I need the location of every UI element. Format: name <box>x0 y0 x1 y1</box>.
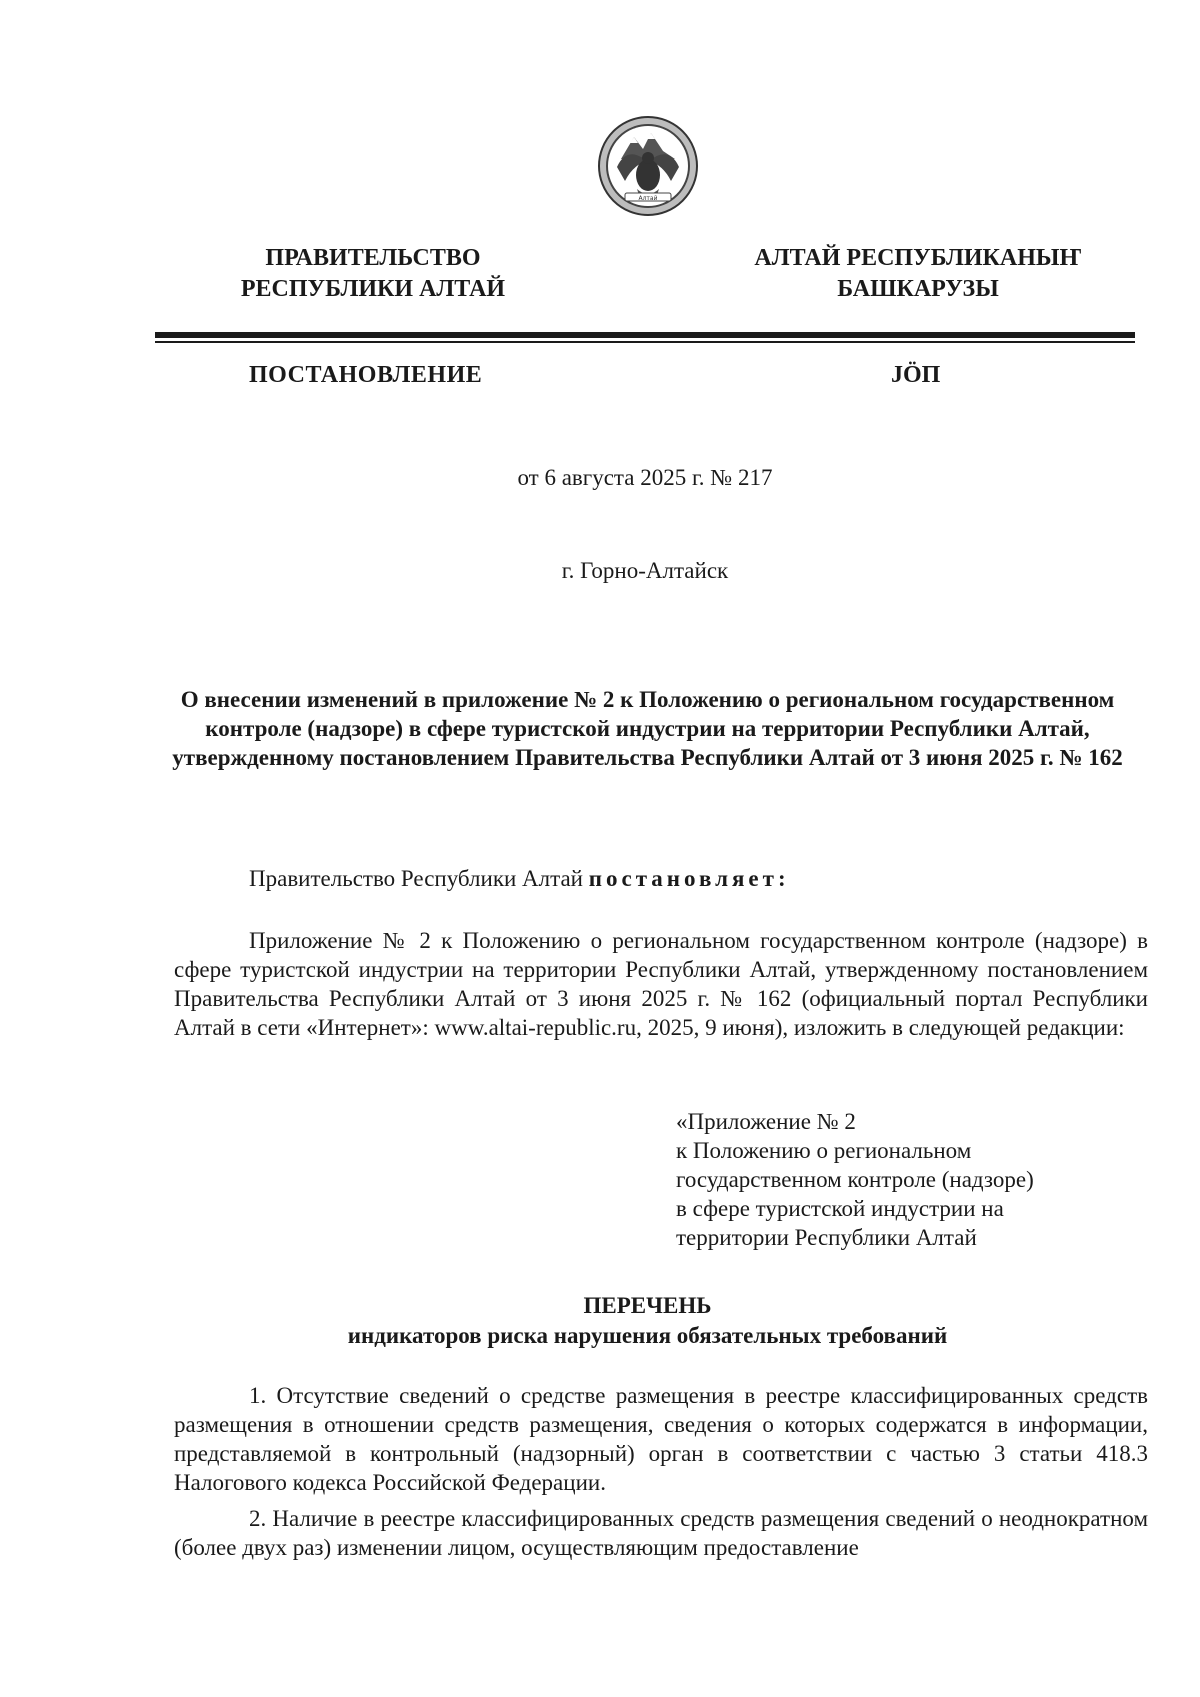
coat-of-arms-emblem <box>597 115 699 217</box>
list-item: 1. Отсутствие сведений о средстве размещения в реестре классифицированных средств размещения в отношении средств размещения, сведения о которых содержатся в информации, представляемой в контрольный (надзорный) орган в соответствии с частью 3 статьи 418.3 Налогового кодекса Российской Федерации. <box>174 1383 1148 1495</box>
appendix-reference-block <box>676 1107 1136 1252</box>
org-ru-line-2: РЕСПУБЛИКИ АЛТАЙ <box>240 276 506 302</box>
document-type-altai: JӦП <box>891 362 941 388</box>
appendix-note-line: государственном контроле (надзоре) <box>676 1167 1034 1192</box>
list-heading: ПЕРЕЧЕНЬ <box>583 1293 712 1318</box>
government-name-altai <box>728 243 1108 305</box>
document-type-russian: ПОСТАНОВЛЕНИЕ <box>249 362 483 388</box>
government-name-russian <box>183 243 563 305</box>
decree-line <box>249 866 790 892</box>
decree-verb: постановляет: <box>588 866 790 891</box>
appendix-note-line: территории Республики Алтай <box>676 1225 977 1250</box>
document-date-number: от 6 августа 2025 г. № 217 <box>517 465 773 490</box>
appendix-note-line: «Приложение № 2 <box>676 1109 856 1134</box>
document-city: г. Горно-Алтайск <box>561 558 729 583</box>
appendix-note-line: в сфере туристской индустрии на <box>676 1196 1004 1221</box>
emblem-ribbon-text: Алтай <box>638 195 658 202</box>
document-title: О внесении изменений в приложение № 2 к Положению о региональном государственном контроле (надзоре) в сфере туристской индустрии на территории Республики Алтай, утвержденному постановлением Правительства Республики Алтай от 3 июня 2025 г. № 162 <box>172 687 1123 770</box>
header-divider-thin <box>155 341 1135 343</box>
org-alt-line-2: БАШКАРУЗЫ <box>837 276 999 302</box>
decree-lead: Правительство Республики Алтай <box>249 866 589 891</box>
list-item: 2. Наличие в реестре классифицированных средств размещения сведений о неоднократном (более двух раз) изменении лицом, осуществляющим предоставление <box>174 1506 1148 1560</box>
list-subheading: индикаторов риска нарушения обязательных требований <box>347 1323 948 1348</box>
org-ru-line-1: ПРАВИТЕЛЬСТВО <box>265 245 481 271</box>
header-divider-thick <box>155 332 1135 338</box>
body-paragraph: Приложение № 2 к Положению о региональном государственном контроле (надзоре) в сфере туристской индустрии на территории Республики Алтай, утвержденному постановлением Правительства Республики Алтай от 3 июня 2025 г. № 162 (официальный портал Республики Алтай в сети «Интернет»: www.altai-republic.ru, 2025, 9 июня), изложить в следующей редакции: <box>174 928 1148 1040</box>
appendix-note-line: к Положению о региональном <box>676 1138 972 1163</box>
org-alt-line-1: АЛТАЙ РЕСПУБЛИКАНЫҤ <box>754 245 1082 271</box>
list-title-block <box>160 1291 1135 1351</box>
